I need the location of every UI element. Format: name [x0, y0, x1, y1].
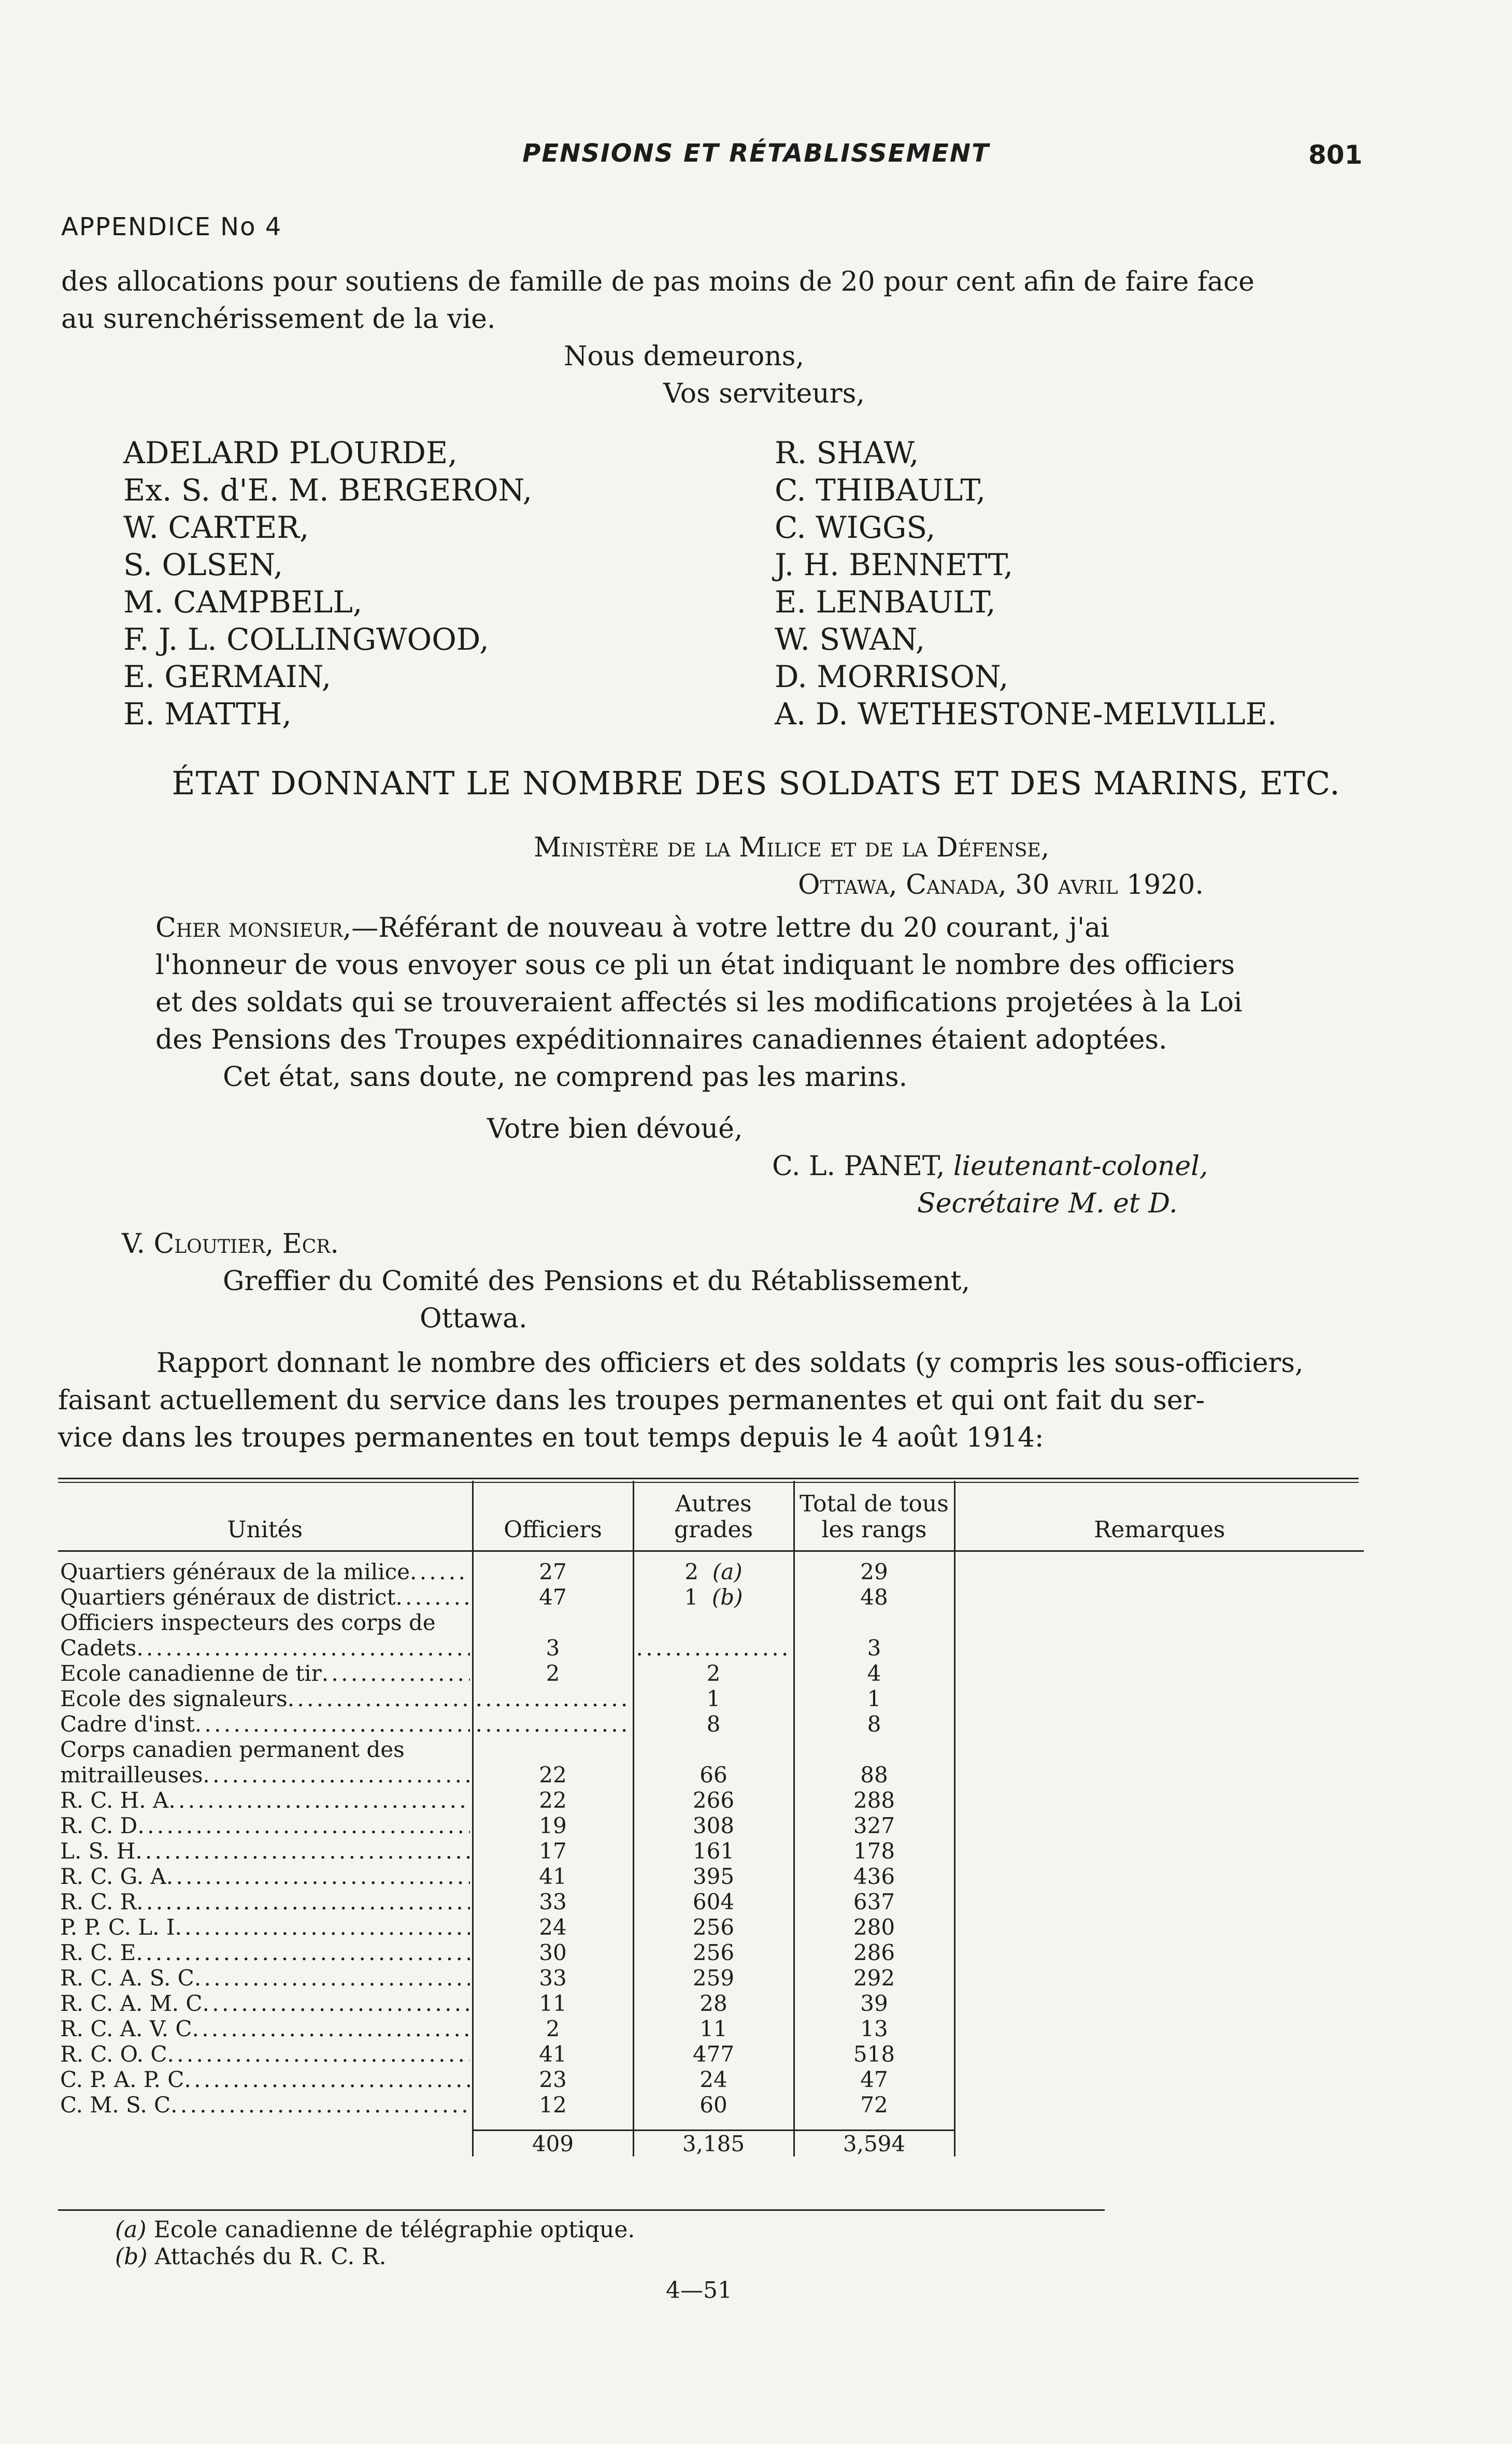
- signatory: W. SWAN,: [775, 622, 925, 657]
- table-row: [58, 1965, 1364, 1991]
- officers-cell: 27: [473, 1559, 633, 1584]
- letter2-closing: Votre bien dévoué,: [487, 1113, 743, 1145]
- signatory: E. MATTH,: [123, 696, 292, 732]
- remarks-cell: [954, 1559, 1364, 1584]
- other-ranks-cell: 256: [633, 1940, 794, 1965]
- total-other-ranks: 3,185: [633, 2130, 794, 2156]
- officers-cell: 33: [473, 1965, 633, 1991]
- footnote-a: (a) Ecole canadienne de télégraphie optique.: [115, 2217, 635, 2243]
- table-row: [58, 1991, 1364, 2016]
- remarks-cell: [954, 1737, 1364, 1788]
- total-cell: 4: [794, 1661, 954, 1686]
- signatory: E. GERMAIN,: [123, 659, 332, 694]
- ministry-line: Ministère de la Milice et de la Défense,: [534, 832, 1050, 863]
- total-cell: 292: [794, 1965, 954, 1991]
- report-intro: [58, 1345, 1364, 1456]
- remarks-cell: [954, 1940, 1364, 1965]
- other-ranks-cell: 60: [633, 2092, 794, 2118]
- unit-name: R. C. A. S. C: [60, 1965, 194, 1991]
- remarks-cell: [954, 2041, 1364, 2067]
- total-cell: 13: [794, 2016, 954, 2041]
- total-cell: 288: [794, 1788, 954, 1813]
- officers-cell: [473, 1686, 633, 1711]
- remarks-cell: [954, 2092, 1364, 2118]
- signatories-right: [775, 434, 1277, 733]
- table-row: [58, 1914, 1364, 1940]
- other-ranks-cell: 395: [633, 1864, 794, 1889]
- table-row: [58, 1838, 1364, 1864]
- remarks-cell: [954, 1965, 1364, 1991]
- letter1-line: des allocations pour soutiens de famille de pas moins de 20 pour cent afin de faire face: [61, 266, 1254, 297]
- officers-cell: 22: [473, 1788, 633, 1813]
- table-header-row: [58, 1481, 1364, 1551]
- unit-name: P. P. C. L. I: [60, 1914, 175, 1940]
- other-ranks-cell: 604: [633, 1889, 794, 1914]
- unit-name: R. C. H. A: [60, 1788, 169, 1813]
- signatories-left: [123, 434, 532, 733]
- table-row: [58, 1737, 1364, 1788]
- report-intro-line: faisant actuellement du service dans les troupes permanentes et qui ont fait du ser-: [58, 1385, 1205, 1416]
- remarks-cell: [954, 1686, 1364, 1711]
- table-row: [58, 1559, 1364, 1584]
- unit-name: C. P. A. P. C: [60, 2067, 184, 2092]
- totals-row: [58, 2130, 1364, 2156]
- table-row: [58, 1711, 1364, 1737]
- total-cell: 8: [794, 1711, 954, 1737]
- other-ranks-cell: 2 (a): [633, 1559, 794, 1584]
- total-cell: 436: [794, 1864, 954, 1889]
- signatory: E. LENBAULT,: [775, 584, 996, 620]
- addressee-name: V. Cloutier, Ecr.: [122, 1228, 339, 1260]
- unit-name: R. C. D: [60, 1813, 138, 1838]
- unit-name: Quartiers généraux de la milice: [60, 1559, 410, 1584]
- place-date: Ottawa, Canada, 30 avril 1920.: [798, 869, 1204, 901]
- officers-cell: 22: [473, 1737, 633, 1788]
- addressee-title: Greffier du Comité des Pensions et du Rétablissement,: [223, 1266, 970, 1297]
- letter2-first-line: [155, 909, 1358, 947]
- other-ranks-cell: 2: [633, 1661, 794, 1686]
- officers-cell: 11: [473, 1991, 633, 2016]
- total-all-ranks: 3,594: [794, 2130, 954, 2156]
- total-cell: 88: [794, 1737, 954, 1788]
- total-cell: 518: [794, 2041, 954, 2067]
- other-ranks-cell: 1 (b): [633, 1584, 794, 1610]
- col-header-units: Unités: [58, 1481, 473, 1551]
- officers-cell: 47: [473, 1584, 633, 1610]
- total-cell: 178: [794, 1838, 954, 1864]
- signer-line: [772, 1148, 1208, 1185]
- letter2-body: [155, 947, 1363, 1059]
- total-cell: 39: [794, 1991, 954, 2016]
- table-row: [58, 1584, 1364, 1610]
- table-row: [58, 2041, 1364, 2067]
- officers-cell: [473, 1711, 633, 1737]
- remarks-cell: [954, 2067, 1364, 2092]
- table-row: [58, 1686, 1364, 1711]
- table-row: [58, 1864, 1364, 1889]
- letter1-closing-1: Nous demeurons,: [564, 341, 805, 372]
- addressee-place: Ottawa.: [420, 1303, 527, 1334]
- unit-name: L. S. H: [60, 1838, 136, 1864]
- salutation: Cher monsieur,: [155, 912, 352, 944]
- remarks-cell: [954, 1788, 1364, 1813]
- signer-title: lieutenant-colonel,: [953, 1151, 1208, 1182]
- letter2-line: —Référant de nouveau à votre lettre du 20 courant, j'ai: [351, 912, 1109, 944]
- signatory: A. D. WETHESTONE-MELVILLE.: [775, 696, 1277, 732]
- total-cell: 3: [794, 1610, 954, 1661]
- remarks-cell: [954, 1889, 1364, 1914]
- officers-cell: 30: [473, 1940, 633, 1965]
- letter2-line: l'honneur de vous envoyer sous ce pli un état indiquant le nombre des officiers: [155, 950, 1235, 981]
- signatory: D. MORRISON,: [775, 659, 1009, 694]
- table-top-rule: [58, 1478, 1359, 1479]
- unit-name: Quartiers généraux de district: [60, 1584, 396, 1610]
- officers-cell: 19: [473, 1813, 633, 1838]
- footnotes: [115, 2217, 635, 2270]
- table-row: [58, 1610, 1364, 1661]
- running-header-title: PENSIONS ET RÉTABLISSEMENT: [522, 139, 990, 168]
- table-row: [58, 1813, 1364, 1838]
- unit-name: C. M. S. C: [60, 2092, 171, 2118]
- unit-name: R. C. R: [60, 1889, 137, 1914]
- other-ranks-cell: 11: [633, 2016, 794, 2041]
- officers-cell: 17: [473, 1838, 633, 1864]
- signatory: R. SHAW,: [775, 435, 919, 470]
- total-cell: 286: [794, 1940, 954, 1965]
- other-ranks-cell: 161: [633, 1838, 794, 1864]
- letter2-line: Cet état, sans doute, ne comprend pas les marins.: [223, 1062, 908, 1093]
- remarks-cell: [954, 1914, 1364, 1940]
- unit-name: Ecole des signaleurs: [60, 1686, 288, 1711]
- signatory: F. J. L. COLLINGWOOD,: [123, 622, 489, 657]
- officers-cell: 33: [473, 1889, 633, 1914]
- total-cell: 280: [794, 1914, 954, 1940]
- total-cell: 48: [794, 1584, 954, 1610]
- other-ranks-cell: 1: [633, 1686, 794, 1711]
- unit-name-line1: Corps canadien permanent des: [60, 1737, 405, 1762]
- col-header-other-ranks: Autres grades: [633, 1481, 794, 1551]
- officers-cell: 2: [473, 2016, 633, 2041]
- signer-role: Secrétaire M. et D.: [917, 1188, 1178, 1219]
- col-header-remarks: Remarques: [954, 1481, 1364, 1551]
- total-cell: 637: [794, 1889, 954, 1914]
- officers-cell: 2: [473, 1661, 633, 1686]
- other-ranks-cell: [633, 1610, 794, 1661]
- letter2-line: des Pensions des Troupes expéditionnaires canadiennes étaient adoptées.: [155, 1024, 1167, 1055]
- officers-cell: 3: [473, 1610, 633, 1661]
- signatory: C. THIBAULT,: [775, 473, 986, 508]
- officers-cell: 41: [473, 2041, 633, 2067]
- remarks-cell: [954, 1711, 1364, 1737]
- remarks-cell: [954, 1610, 1364, 1661]
- table-row: [58, 1889, 1364, 1914]
- other-ranks-cell: 308: [633, 1813, 794, 1838]
- table-row: [58, 1788, 1364, 1813]
- report-intro-line: Rapport donnant le nombre des officiers et des soldats (y compris les sous-officiers,: [156, 1348, 1304, 1379]
- total-cell: 72: [794, 2092, 954, 2118]
- remarks-cell: [954, 1584, 1364, 1610]
- total-cell: 327: [794, 1813, 954, 1838]
- other-ranks-cell: 66: [633, 1737, 794, 1788]
- signatory: Ex. S. d'E. M. BERGERON,: [123, 473, 533, 508]
- unit-name: R. C. G. A: [60, 1864, 166, 1889]
- total-cell: 29: [794, 1559, 954, 1584]
- signatory: M. CAMPBELL,: [123, 584, 363, 620]
- table-row: [58, 2016, 1364, 2041]
- table-row: [58, 2092, 1364, 2118]
- report-intro-line: vice dans les troupes permanentes en tout temps depuis le 4 août 1914:: [58, 1422, 1044, 1453]
- table-row: [58, 1940, 1364, 1965]
- signatory: W. CARTER,: [123, 510, 309, 545]
- letter2-line: et des soldats qui se trouveraient affectés si les modifications projetées à la Loi: [155, 987, 1243, 1018]
- total-officers: 409: [473, 2130, 633, 2156]
- other-ranks-cell: 266: [633, 1788, 794, 1813]
- state-heading: ÉTAT DONNANT LE NOMBRE DES SOLDATS ET DES MARINS, ETC.: [172, 764, 1340, 802]
- unit-name: Cadets: [60, 1635, 137, 1661]
- officers-cell: 24: [473, 1914, 633, 1940]
- page-number: 801: [1308, 140, 1363, 170]
- unit-name: Cadre d'inst: [60, 1711, 195, 1737]
- unit-name: R. C. A. V. C: [60, 2016, 192, 2041]
- signer-name: C. L. PANET,: [772, 1151, 945, 1182]
- col-header-total: Total de tous les rangs: [794, 1481, 954, 1551]
- letter1-text: [61, 263, 1357, 338]
- unit-name: Ecole canadienne de tir: [60, 1661, 322, 1686]
- remarks-cell: [954, 1813, 1364, 1838]
- col-header-officers: Officiers: [473, 1481, 633, 1551]
- other-ranks-cell: 477: [633, 2041, 794, 2067]
- total-cell: 47: [794, 2067, 954, 2092]
- other-ranks-cell: 24: [633, 2067, 794, 2092]
- other-ranks-cell: 28: [633, 1991, 794, 2016]
- officers-cell: 23: [473, 2067, 633, 2092]
- report-table: [58, 1481, 1364, 2156]
- unit-name: R. C. A. M. C: [60, 1991, 203, 2016]
- table-row: [58, 1661, 1364, 1686]
- other-ranks-cell: 256: [633, 1914, 794, 1940]
- sheet-mark: 4—51: [666, 2277, 732, 2304]
- signatory: ADELARD PLOURDE,: [123, 435, 458, 470]
- appendix-label: APPENDICE No 4: [61, 212, 282, 241]
- remarks-cell: [954, 1661, 1364, 1686]
- remarks-cell: [954, 1838, 1364, 1864]
- remarks-cell: [954, 1991, 1364, 2016]
- other-ranks-cell: 8: [633, 1711, 794, 1737]
- unit-name: mitrailleuses: [60, 1762, 203, 1788]
- unit-name: R. C. E: [60, 1940, 136, 1965]
- unit-name-line1: Officiers inspecteurs des corps de: [60, 1610, 436, 1635]
- total-cell: 1: [794, 1686, 954, 1711]
- letter1-line: au surenchérissement de la vie.: [61, 304, 496, 335]
- officers-cell: 12: [473, 2092, 633, 2118]
- signatory: C. WIGGS,: [775, 510, 936, 545]
- footnote-b: (b) Attachés du R. C. R.: [115, 2243, 387, 2270]
- signatory: J. H. BENNETT,: [775, 547, 1014, 582]
- table-row: [58, 2067, 1364, 2092]
- table-bottom-rule: [58, 2209, 1105, 2211]
- letter1-closing-2: Vos serviteurs,: [663, 378, 865, 409]
- other-ranks-cell: 259: [633, 1965, 794, 1991]
- signatory: S. OLSEN,: [123, 547, 283, 582]
- remarks-cell: [954, 1864, 1364, 1889]
- remarks-cell: [954, 2016, 1364, 2041]
- unit-name: R. C. O. C: [60, 2041, 167, 2067]
- officers-cell: 41: [473, 1864, 633, 1889]
